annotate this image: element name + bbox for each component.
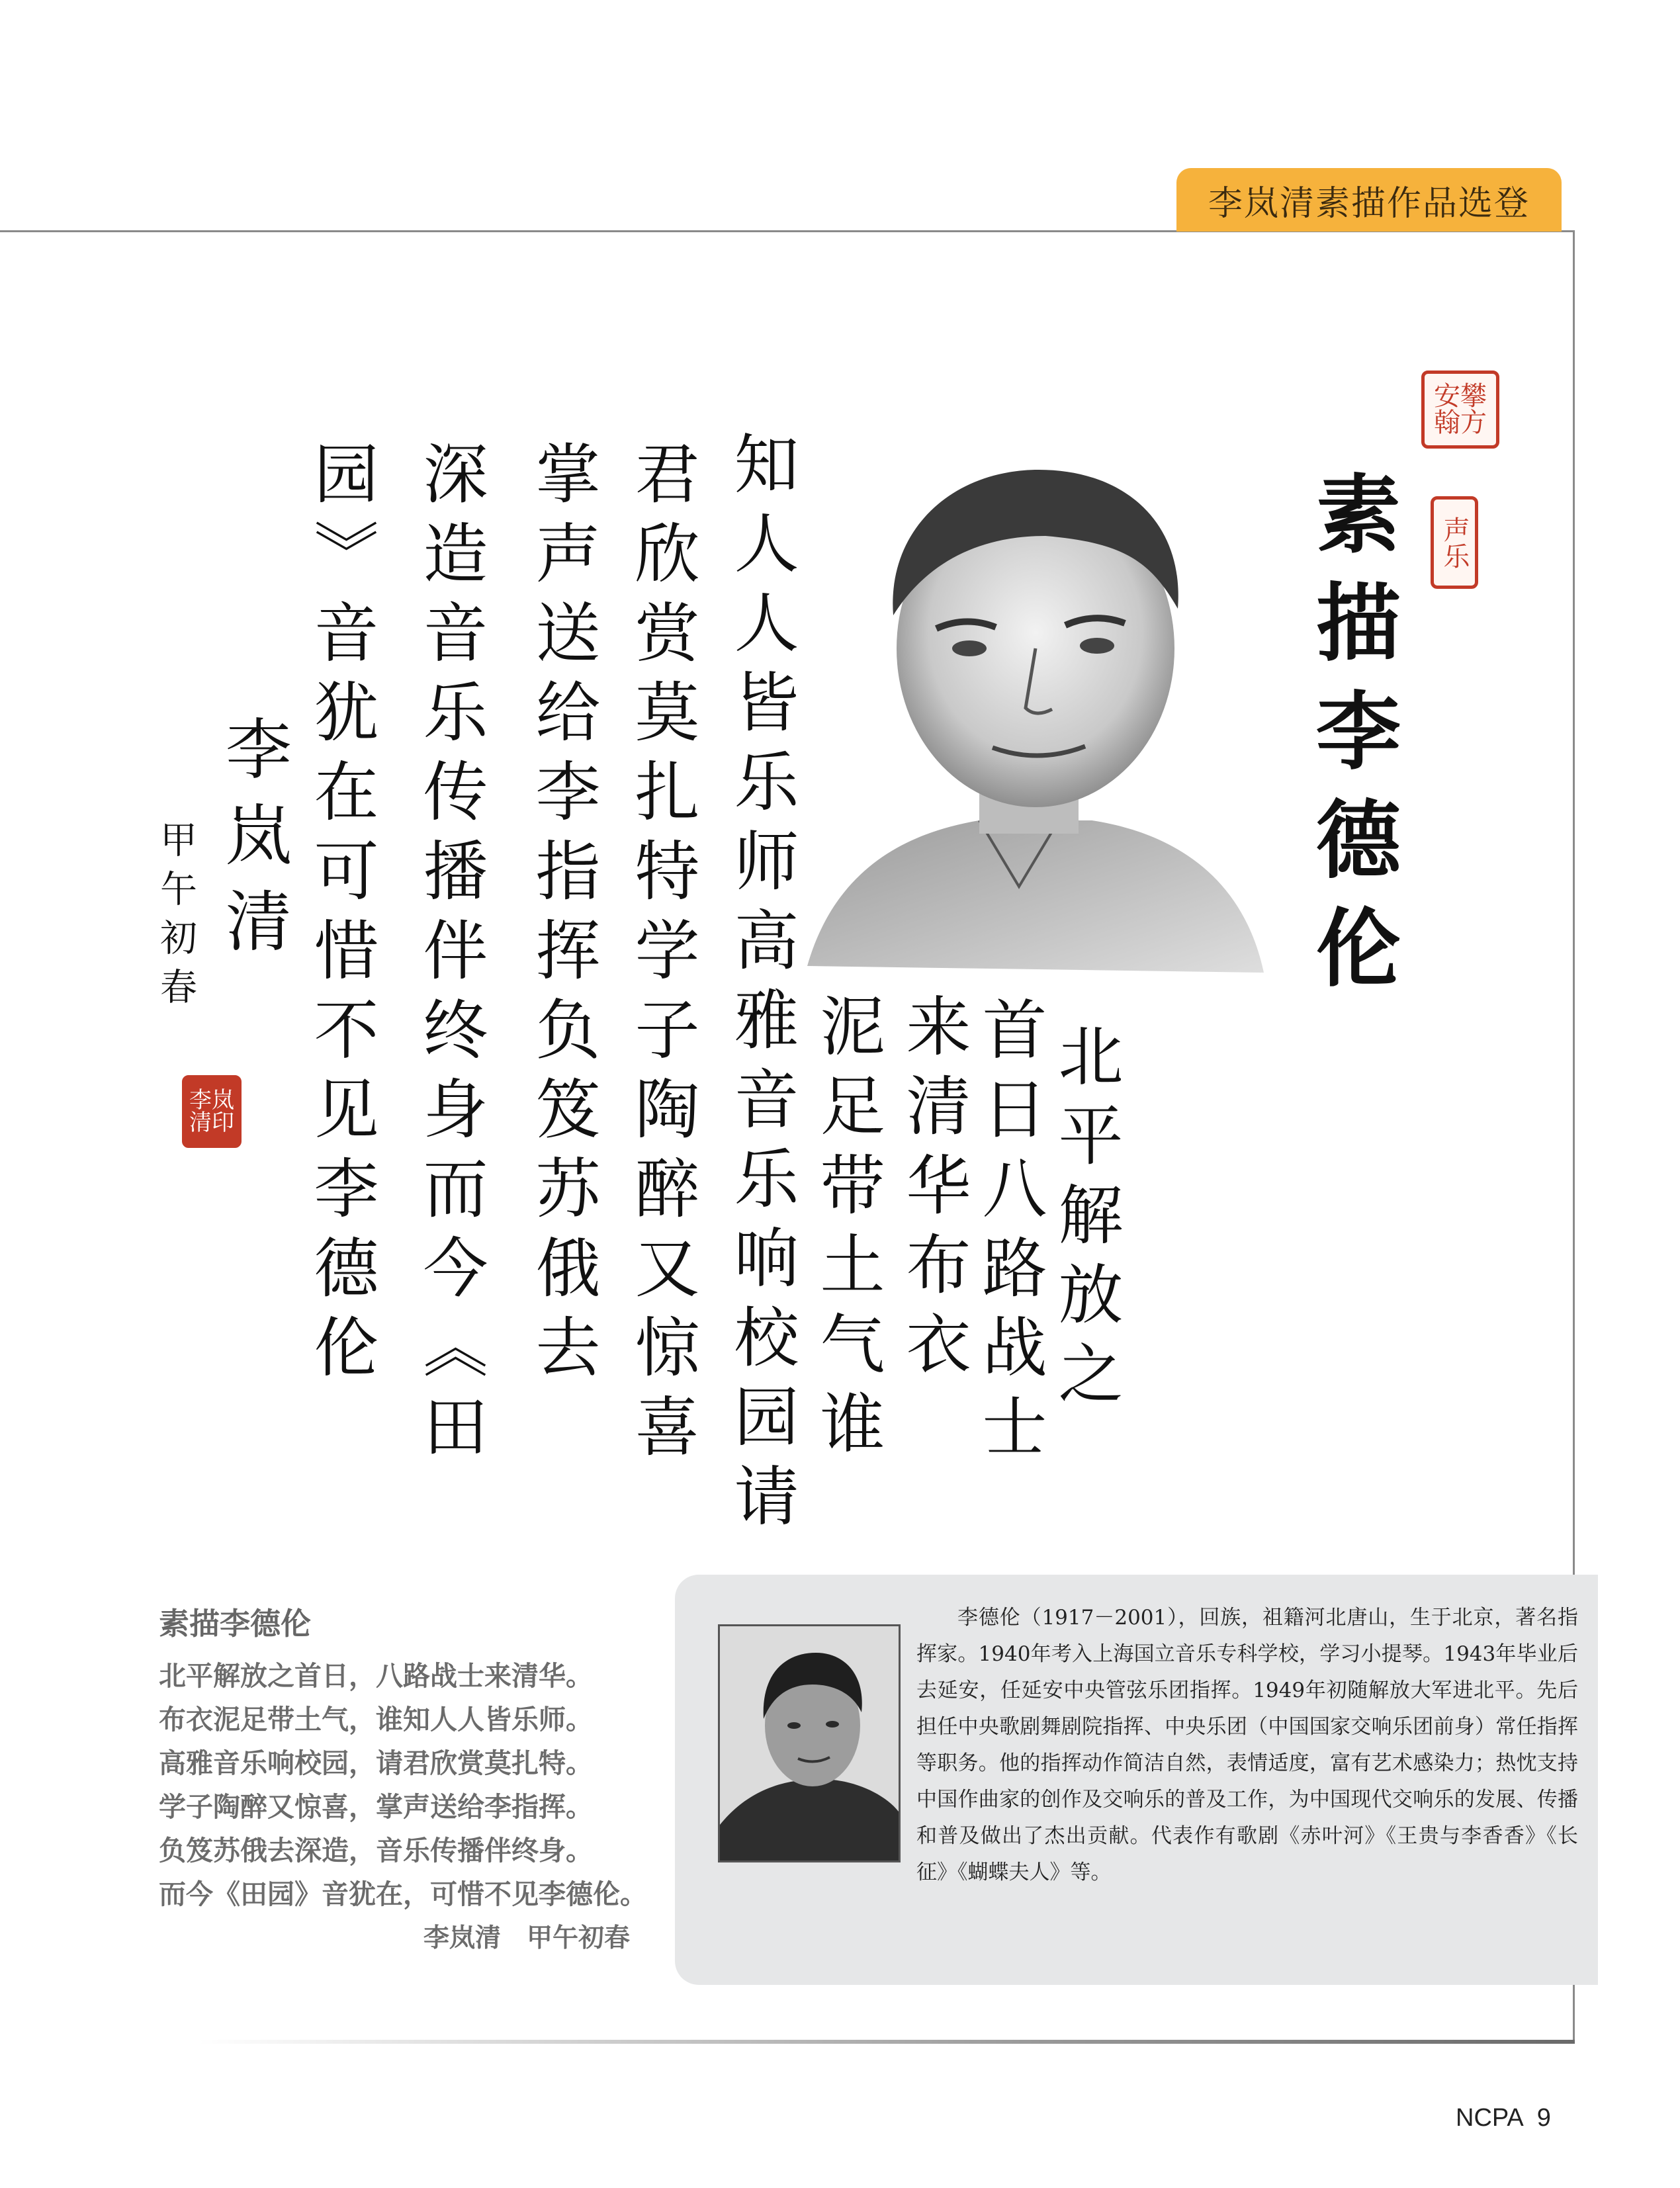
calligraphy-signature: 李岚清 <box>214 715 292 973</box>
calligraphy-column-8: 深造音乐传播伴终身而今《田 <box>412 440 488 1472</box>
page-number: 9 <box>1536 2104 1551 2132</box>
bio-photo <box>718 1624 901 1862</box>
calligraphy-column-2: 首日八路战士 <box>971 996 1047 1472</box>
poem-line: 学子陶醉又惊喜，掌声送给李指挥。 <box>159 1791 593 1823</box>
footer-brand: NCPA <box>1456 2104 1524 2132</box>
poem-line: 布衣泥足带土气，谁知人人皆乐师。 <box>159 1704 593 1735</box>
calligraphy-column-1: 北平解放之 <box>1047 1022 1123 1419</box>
poem-signature: 李岚清 甲午初春 <box>423 1923 631 1953</box>
middle-seal: 声乐 <box>1431 496 1478 589</box>
calligraphy-column-4: 泥足带土气谁 <box>809 992 885 1469</box>
calligraphy-column-9: 园》音犹在可惜不见李德伦 <box>303 440 378 1393</box>
poem-line: 负笈苏俄去深造，音乐传播伴终身。 <box>159 1835 593 1866</box>
portrait-sketch <box>781 450 1270 992</box>
poem-body <box>159 1654 662 1916</box>
page-footer <box>1456 2104 1564 2132</box>
calligraphy-column-6: 君欣赏莫扎特学子陶醉又惊喜 <box>624 440 699 1472</box>
poem-line: 高雅音乐响校园，请君欣赏莫扎特。 <box>159 1747 593 1779</box>
calligraphy-column-7: 掌声送给李指挥负笈苏俄去 <box>525 440 600 1393</box>
poem-line: 而今《田园》音犹在，可惜不见李德伦。 <box>159 1878 647 1910</box>
calligraphy-column-5: 知人人皆乐师高雅音乐响校园请 <box>723 430 799 1542</box>
calligraphy-column-3: 来清华布衣 <box>895 992 971 1389</box>
bio-text: 李德伦（1917－2001），回族，祖籍河北唐山，生于北京，著名指挥家。1940年考入上海国立音乐专科学校，学习小提琴。1943年毕业后去延安，任延安中央管弦乐团指挥。1949年初随解放大军进北平。先后担任中央歌剧舞剧院指挥、中央乐团（中国国家交响乐团前身）常任指挥等职务。他的指挥动作简洁自然，表情适度，富有艺术感染力；热忱支持中国作曲家的创作及交响乐的普及工作，为中国现代交响乐的发展、传播和普及做出了杰出贡献。代表作有歌剧《赤叶河》《王贵与李香香》《长征》《蝴蝶夫人》等。 <box>916 1606 1578 1884</box>
top-seal: 安攀翰方 <box>1421 371 1499 449</box>
poem-title: 素描李德伦 <box>159 1606 311 1641</box>
signature-seal: 李岚清印 <box>182 1075 242 1148</box>
poem-line: 北平解放之首日，八路战士来清华。 <box>159 1660 593 1692</box>
section-tab: 李岚清素描作品选登 <box>1176 168 1562 232</box>
calligraphy-date: 甲午初春 <box>154 820 197 1016</box>
calligraphy-title: 素描李德伦 <box>1302 470 1401 1012</box>
frame-bottom-border <box>199 2040 1575 2044</box>
